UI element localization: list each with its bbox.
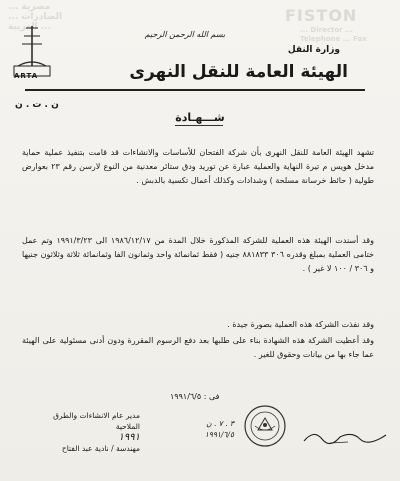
signature-block-middle (158, 418, 234, 440)
paragraph-quality: وقد نفذت الشركة هذه العملية بصورة جيدة . (227, 320, 374, 329)
official-seal-icon (243, 404, 287, 448)
middle-date: ١٩٩١/٦/٥ (204, 430, 234, 439)
paragraph-disclaimer: وقد أعطيت الشركة هذه الشهادة بناء على طلبها بعد دفع الرسوم المقررة ودون أدنى مسئولية على الهيئة عما جاء بها من بيانات وحقوق للغير . (22, 336, 374, 359)
signatory-title: مدير عام الانشاءات والطرق (53, 411, 140, 420)
basmala: بسم الله الرحمن الرحيم (144, 30, 226, 39)
middle-initials: ٣ . ٧ . ن (206, 419, 234, 428)
reference-number: ن . ت . ن (15, 100, 59, 110)
header-divider (25, 89, 365, 91)
signature-block-left (20, 410, 140, 454)
logo-text: ARTA (14, 72, 39, 80)
handwritten-signature-icon (300, 425, 390, 447)
ghost-text-top-right-small: ... Director ... Telephone ... Fax (300, 26, 367, 43)
ministry-name: وزارة النقل (287, 45, 340, 55)
authority-name: الهيئة العامة للنقل النهرى (129, 62, 348, 82)
certificate-title: شـــهـادة (175, 111, 225, 124)
ghost-text-top-right: FISTON (285, 6, 358, 25)
paragraph-contract-value: وقد أسندت الهيئة هذه العملية للشركة المذكورة خلال المدة من ١٩٨٦/١٢/١٧ الى ١٩٩١/٣/٢٣ وتم عمل ختامى العملية بمبلغ وقدره ٣٠٦ ٨٨١٨٣٣ جنيه ( فقط ثمانمائة واحد وثمانون الفا وثمانمائة ثلاثة وثلاثون جنيها و ٣٠٦ / ١٠٠ لا غير ) . (22, 236, 374, 273)
title-underline (175, 125, 223, 126)
ghost-text-top-left: مصرية ... الصادرات ... الغربية ... (8, 2, 63, 32)
paragraph-project-description: تشهد الهيئة العامة للنقل النهرى بأن شركة الفتحان للأساسات والانشاءات قد قامت بتنفيذ عملية حماية مدخل هويس م تيرة النهاية والعملية عبارة عن توريد ودق ستائر معدنية من النوع لارسن رقم ٢٣ بعوارض طولية ( حائط خرسانة مسلحة ) وشدادات وكذلك أعمال تكسية بالدبش . (22, 148, 374, 185)
signatory-name: مهندسة / نادية عبد الفتاح (61, 444, 140, 453)
issue-date: فى : ١٩٩١/٦/٥ (170, 392, 220, 401)
handwritten-year: ١٩٩١ (118, 432, 140, 443)
signatory-department: الملاحية (115, 422, 140, 431)
